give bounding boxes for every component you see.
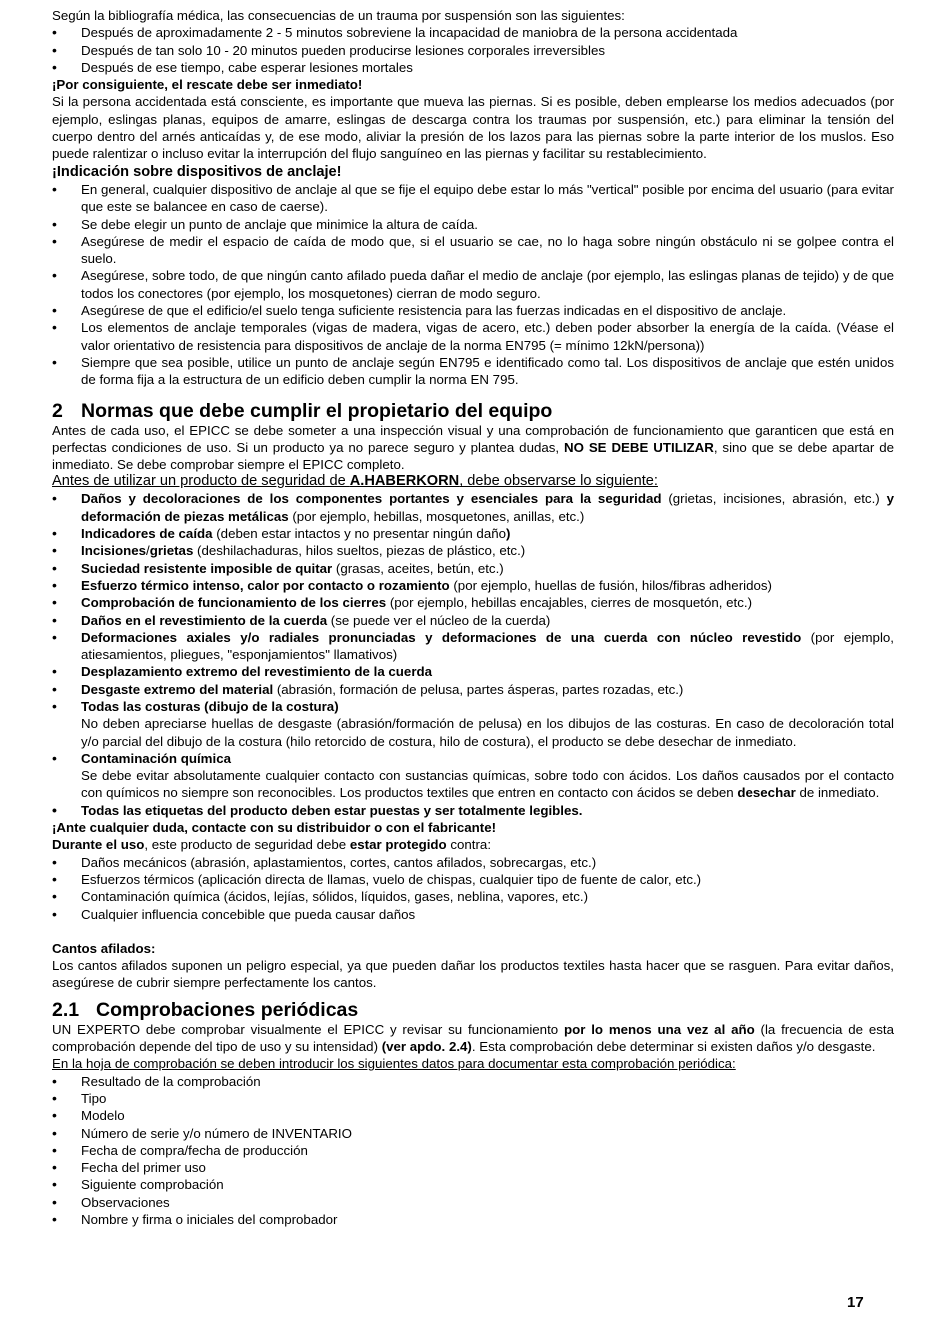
list-item: • Nombre y firma o iniciales del comprobador [52,1211,894,1228]
rescue-paragraph: Si la persona accidentada está consciente, es importante que mueva las piernas. Si es posible, deben emplearse los medios adecuados (por ejemplo, eslingas planas, equipos de amarre, eslingas de descarga contra los traumas por suspensión, etc.) para eliminar la tensión del cuerpo dentro del arnés anticaídas y, de ese modo, aliviar la presión de los lazos para las piernas sobre la parte interior de los muslos. Eso puede ralentizar o incluso evitar la interrupción del flujo sanguíneo en las piernas y facilitar su restablecimiento. [52,94,894,162]
list-item: • Asegúrese de que el edificio/el suelo tenga suficiente resistencia para las fuerzas indicadas en el dispositivo de anclaje. [52,302,894,319]
section-2-1-heading [52,999,894,1021]
list-item: • Siguiente comprobación [52,1176,894,1193]
intro-text: Según la bibliografía médica, las consecuencias de un trauma por suspensión son las siguientes: [52,8,625,23]
text-span: Antes de cada uso, el EPICC se debe someter a una inspección visual y una comprobación de funcionamiento que garanticen que está en perfectas condiciones de uso. Si un producto ya no parece seguro y plantea dudas, [52,422,894,455]
section-number: 2 [52,399,63,422]
section-2-heading [52,400,894,422]
list-item: • Tipo [52,1090,894,1107]
section-2-paragraph [52,422,894,474]
list-item: • En general, cualquier dispositivo de anclaje al que se fije el equipo debe estar lo más "vertical" posible por encima del usuario (para evitar que este se balancee en caso de caerse). [52,181,894,216]
list-item: • Modelo [52,1107,894,1124]
check-item: • Desplazamiento extremo del revestimiento de la cuerda [52,663,894,680]
list-item: • Esfuerzos térmicos (aplicación directa de llamas, vuelo de chispas, cualquier tipo de fuente de calor, etc.) [52,871,894,888]
check-item-seams: • Todas las costuras (dibujo de la costura) No deben apreciarse huellas de desgaste (abrasión/formación de pelusa) en los dibujos de las costuras. En caso de decoloración total y/o parcial del dibujo de la costura (hilo retorcido de costura, hilo de costura), el producto se debe desechar de inmediato. [52,698,894,750]
list-item: • Asegúrese, sobre todo, de que ningún canto afilado pueda dañar el medio de anclaje (por ejemplo, las eslingas planas de tejido) y de que todos los conectores (por ejemplo, los mosquetones) cierran de modo seguro. [52,267,894,302]
check-item: • Incisiones/grietas (deshilachaduras, hilos sueltos, piezas de plástico, etc.) [52,542,894,559]
list-item: • Se debe elegir un punto de anclaje que minimice la altura de caída. [52,216,894,233]
edges-text: Los cantos afilados suponen un peligro especial, ya que pueden dañar los productos textiles hasta hacer que se rasguen. Para evitar daños, asegúrese de cubrir siempre perfectamente los cantos. [52,958,894,991]
edges-title: Cantos afilados: [52,940,156,956]
rescue-warning: ¡Por consiguiente, el rescate debe ser inmediato! [52,77,363,93]
record-list [52,1073,894,1229]
list-item: • Resultado de la comprobación [52,1073,894,1090]
list-item: • Observaciones [52,1194,894,1211]
check-item: • Comprobación de funcionamiento de los cierres (por ejemplo, hebillas encajables, cierres de mosquetón, etc.) [52,594,894,611]
anchor-heading: ¡Indicación sobre dispositivos de anclaje! [52,163,342,180]
list-item: • Después de ese tiempo, cabe esperar lesiones mortales [52,59,894,76]
document-page [52,7,894,1228]
section-number: 2.1 [52,998,80,1021]
check-item: • Indicadores de caída (deben estar intactos y no presentar ningún daño) [52,525,894,542]
check-item-labels: • Todas las etiquetas del producto deben estar puestas y ser totalmente legibles. [52,802,894,819]
list-item: • Asegúrese de medir el espacio de caída de modo que, si el usuario se cae, no lo haga sobre ningún obstáculo ni se golpee contra el suelo. [52,233,894,268]
list-item: • Fecha del primer uso [52,1159,894,1176]
anchor-list [52,181,894,389]
doubt-line: ¡Ante cualquier duda, contacte con su distribuidor o con el fabricante! [52,820,497,836]
check-item: • Esfuerzo térmico intenso, calor por contacto o rozamiento (por ejemplo, huellas de fusión, hilos/fibras adheridos) [52,577,894,594]
during-use-line: Durante el uso, este producto de seguridad debe estar protegido contra: [52,837,492,853]
list-item: • Fecha de compra/fecha de producción [52,1142,894,1159]
protect-list [52,854,894,923]
check-item: • Deformaciones axiales y/o radiales pronunciadas y deformaciones de una cuerda con núcleo revestido (por ejemplo, atiesamientos, pliegues, "esponjamientos" llamativos) [52,629,894,664]
list-item: • Daños mecánicos (abrasión, aplastamientos, cortes, cantos afilados, sobrecargas, etc.) [52,854,894,871]
list-item: • Contaminación química (ácidos, lejías, sólidos, líquidos, gases, neblina, vapores, etc.) [52,888,894,905]
list-item: • Número de serie y/o número de INVENTARIO [52,1125,894,1142]
check-item: • Suciedad resistente imposible de quitar (grasas, aceites, betún, etc.) [52,560,894,577]
section-2-1-paragraph: UN EXPERTO debe comprobar visualmente el EPICC y revisar su funcionamiento por lo menos una vez al año (la frecuencia de esta comprobación depende del tipo de uso y su intensidad) (ver apdo. 2.4). Esta comprobación debe determinar si existen daños y/o desgaste. [52,1021,894,1055]
text-span: , debe observarse lo siguiente: [459,473,658,490]
check-item: • Daños en el revestimiento de la cuerda (se puede ver el núcleo de la cuerda) [52,612,894,629]
trauma-list [52,24,894,76]
text-span: Antes de utilizar un producto de seguridad de [52,473,350,490]
text-span: , sino que se debe apartar de inmediato. Se debe comprobar siempre el EPICC completo. [52,439,894,473]
check-item: • Daños y decoloraciones de los componentes portantes y esenciales para la seguridad (grietas, incisiones, abrasión, etc.) y deformación de piezas metálicas (por ejemplo, hebillas, mosquetones, anillas, etc.) [52,490,894,525]
checks-list [52,490,894,819]
page-number: 17 [847,1294,864,1311]
list-item: • Cualquier influencia concebible que pueda causar daños [52,906,894,923]
section-title: Comprobaciones periódicas [96,998,359,1021]
list-item: • Después de tan solo 10 - 20 minutos pueden producirse lesiones corporales irreversibles [52,42,894,59]
text-span-bold: NO SE DEBE UTILIZAR [563,439,714,455]
observe-line [52,473,894,490]
record-intro: En la hoja de comprobación se deben introducir los siguientes datos para documentar esta comprobación periódica: [52,1056,736,1072]
check-item: • Desgaste extremo del material (abrasión, formación de pelusa, partes ásperas, partes rozadas, etc.) [52,681,894,698]
check-item-chemical: • Contaminación química Se debe evitar absolutamente cualquier contacto con sustancias químicas, sobre todo con ácidos. Los daños causados por el contacto con químicos no siempre son reconocibles. Los productos textiles que entren en contacto con ácidos se deben desechar de inmediato. [52,750,894,802]
section-title: Normas que debe cumplir el propietario del equipo [81,399,553,422]
list-item: • Siempre que sea posible, utilice un punto de anclaje según EN795 e identificado como tal. Los dispositivos de anclaje que estén unidos de forma fija a la estructura de un edificio deben cumplir la norma EN 795. [52,354,894,389]
list-item: • Los elementos de anclaje temporales (vigas de madera, vigas de acero, etc.) deben poder absorber la energía de la caída. (Véase el valor orientativo de resistencia para dispositivos de anclaje de la norma EN795 (= mínimo 12kN/persona)) [52,319,894,354]
list-item: • Después de aproximadamente 2 - 5 minutos sobreviene la incapacidad de maniobra de la persona accidentada [52,24,894,41]
brand-name: A.HABERKORN [349,473,460,490]
